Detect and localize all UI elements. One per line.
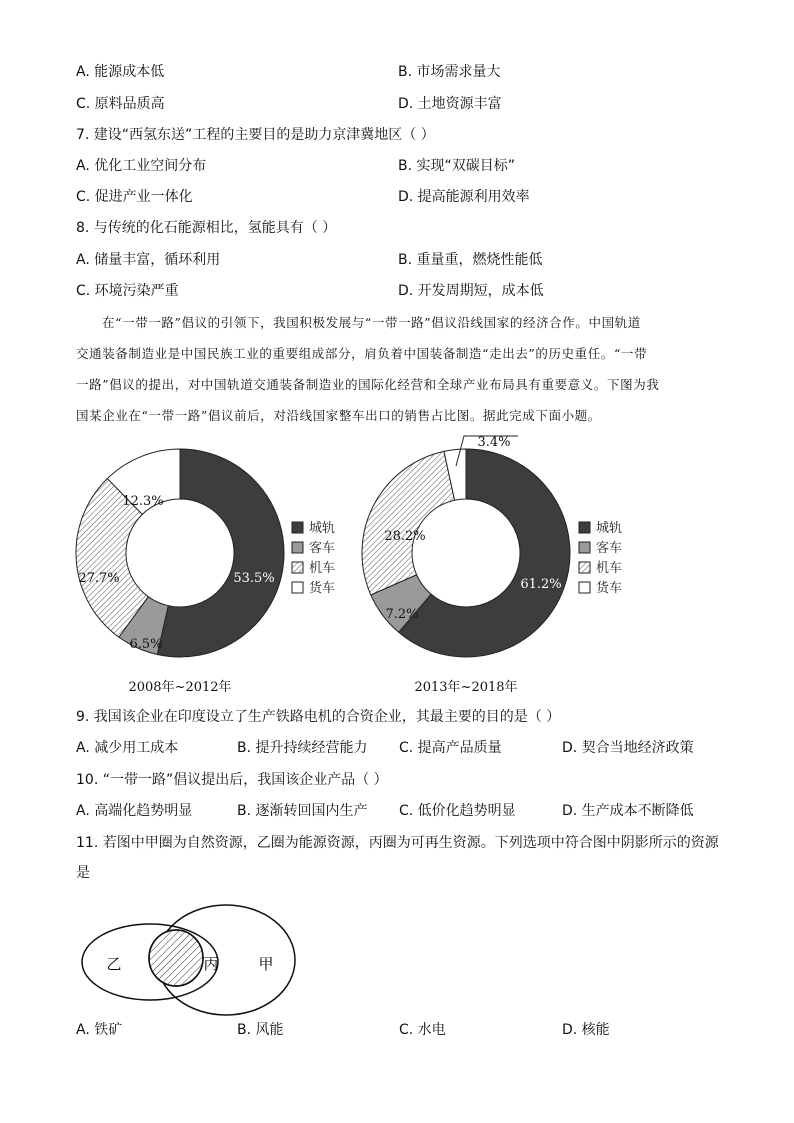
q10-stem: 10. “一带一路”倡议提出后，我国该企业产品（ ） (76, 772, 388, 788)
q10-option-a: A. 高端化趋势明显 (76, 803, 193, 819)
q10-option-b: B. 逐渐转回国内生产 (237, 803, 368, 819)
q11-option-c: C. 水电 (399, 1022, 446, 1038)
slice-value-label: 28.2% (384, 529, 426, 544)
donut-slice-机车 (362, 451, 455, 595)
donut-charts (0, 430, 794, 700)
legend-label: 货车 (596, 581, 623, 596)
legend-swatch (292, 582, 303, 593)
legend-label: 城轨 (309, 521, 336, 536)
legend-swatch (579, 542, 590, 553)
passage-line: 在“一带一路”倡议的引领下，我国积极发展与“一带一路”倡议沿线国家的经济合作。中国轨道 (102, 315, 641, 330)
venn-label-bing: 丙 (203, 955, 219, 973)
legend-label: 机车 (309, 561, 336, 576)
reading-passage (76, 307, 716, 431)
legend-swatch (292, 542, 303, 553)
passage-line: 交通装备制造业是中国民族工业的重要组成部分，肩负着中国装备制造“走出去”的历史重任。“一带 (76, 346, 648, 361)
slice-value-label: 3.4% (477, 435, 511, 450)
venn-label-yi: 乙 (106, 955, 122, 973)
chart-title: 2013年~2018年 (414, 680, 518, 695)
q7-option-a: A. 优化工业空间分布 (76, 158, 207, 174)
q6-option-b: B. 市场需求量大 (398, 64, 501, 80)
q9-stem: 9. 我国该企业在印度设立了生产铁路电机的合资企业，其最主要的目的是（ ） (76, 709, 561, 725)
slice-value-label: 12.3% (122, 494, 164, 509)
legend-label: 城轨 (596, 521, 623, 536)
legend-swatch (292, 562, 303, 573)
legend-label: 货车 (309, 581, 336, 596)
venn-diagram (70, 898, 310, 1018)
q11-option-b: B. 风能 (237, 1022, 284, 1038)
slice-value-label: 53.5% (233, 571, 275, 586)
legend-label: 客车 (596, 541, 623, 556)
passage-line: 一路”倡议的提出，对中国轨道交通装备制造业的国际化经营和全球产业布局具有重要意义。下图为我 (76, 377, 660, 392)
legend-swatch (579, 522, 590, 533)
q8-option-a: A. 储量丰富，循环利用 (76, 252, 221, 268)
slice-value-label: 6.5% (129, 637, 163, 652)
q9-option-b: B. 提升持续经营能力 (237, 740, 368, 756)
q8-option-d: D. 开发周期短，成本低 (398, 283, 544, 299)
q7-stem: 7. 建设“西氢东送”工程的主要目的是助力京津冀地区（ ） (76, 127, 435, 143)
slice-value-label: 27.7% (78, 571, 120, 586)
q9-option-d: D. 契合当地经济政策 (562, 740, 694, 756)
q9-option-c: C. 提高产品质量 (399, 740, 502, 756)
q7-option-b: B. 实现“双碳目标” (398, 158, 516, 174)
slice-value-label: 61.2% (520, 577, 562, 592)
venn-label-jia: 甲 (258, 955, 274, 973)
q6-option-d: D. 土地资源丰富 (398, 96, 502, 112)
q11-stem: 11. 若图中甲圈为自然资源，乙圈为能源资源，丙圈为可再生资源。下列选项中符合图中阴影所示的资源 (76, 835, 719, 851)
q7-option-c: C. 促进产业一体化 (76, 189, 193, 205)
q8-stem: 8. 与传统的化石能源相比，氢能具有（ ） (76, 220, 337, 236)
q11-option-a: A. 铁矿 (76, 1022, 123, 1038)
q7-option-d: D. 提高能源利用效率 (398, 189, 530, 205)
q10-option-c: C. 低价化趋势明显 (399, 803, 516, 819)
donut-chart-2008-2012 (76, 449, 335, 695)
q10-option-d: D. 生产成本不断降低 (562, 803, 694, 819)
donut-chart-2013-2018 (362, 435, 622, 695)
q11-stem-continued: 是 (76, 865, 90, 881)
q11-option-d: D. 核能 (562, 1022, 610, 1038)
legend-swatch (292, 522, 303, 533)
chart-title: 2008年~2012年 (128, 680, 232, 695)
legend-label: 客车 (309, 541, 336, 556)
q9-option-a: A. 减少用工成本 (76, 740, 179, 756)
q6-option-c: C. 原料品质高 (76, 96, 165, 112)
slice-value-label: 7.2% (385, 607, 419, 622)
q8-option-c: C. 环境污染严重 (76, 283, 179, 299)
legend-swatch (579, 582, 590, 593)
passage-line: 国某企业在“一带一路”倡议前后，对沿线国家整车出口的销售占比图。据此完成下面小题。 (76, 408, 601, 423)
legend-swatch (579, 562, 590, 573)
legend-label: 机车 (596, 561, 623, 576)
q8-option-b: B. 重量重，燃烧性能低 (398, 252, 543, 268)
q6-option-a: A. 能源成本低 (76, 64, 165, 80)
